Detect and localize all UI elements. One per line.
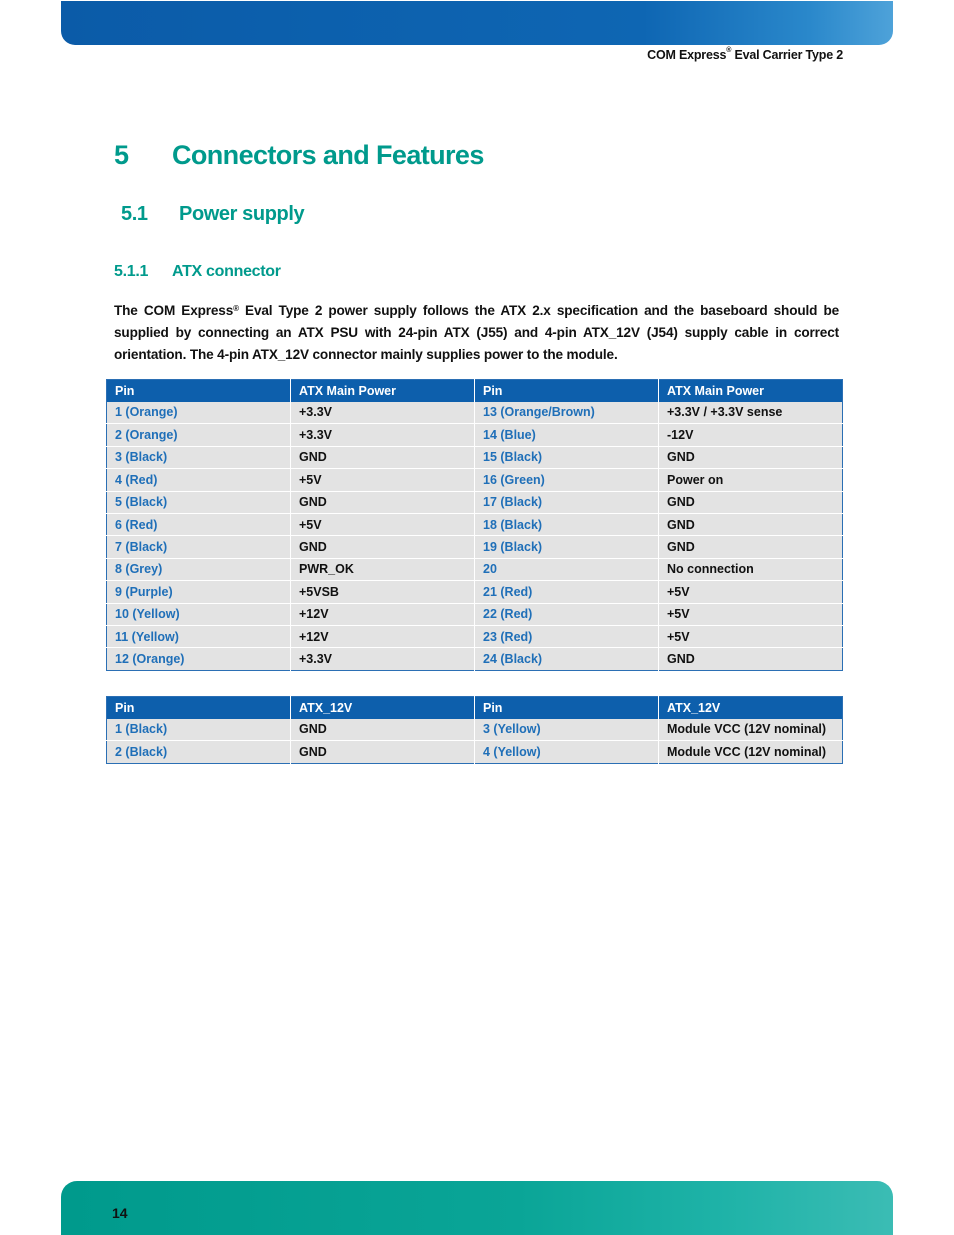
signal-cell: +3.3V [291,402,475,424]
signal-cell: No connection [659,558,843,580]
paragraph-part2: Eval Type 2 power supply follows the ATX 2.x specification and the baseboard should be supplied by connecting an ATX PSU with 24-pin ATX (J55) and 4-pin ATX_12V (J54) supply cable in correct orientation. The 4-pin ATX_12V connector mainly supplies power to the module. [114,303,840,362]
signal-cell: GND [291,491,475,513]
signal-cell: +3.3V / +3.3V sense [659,402,843,424]
pin-cell: 3 (Yellow) [475,719,659,741]
column-header: ATX Main Power [291,380,475,402]
pin-cell: 2 (Orange) [107,424,291,446]
pin-cell: 20 [475,558,659,580]
column-header: ATX_12V [659,697,843,719]
pin-cell: 1 (Orange) [107,402,291,424]
paragraph-part1: The COM Express [114,303,234,318]
table-row [107,469,843,491]
section-number: 5.1 [121,203,148,225]
signal-cell: +5V [291,513,475,535]
signal-cell: +5V [659,581,843,603]
top-banner [61,1,893,45]
table-row [107,625,843,647]
paragraph-registered-mark: ® [233,304,239,313]
table-row [107,741,843,763]
column-header: Pin [107,380,291,402]
signal-cell: GND [291,719,475,741]
signal-cell: GND [291,446,475,468]
table-row [107,446,843,468]
table-row [107,558,843,580]
pin-cell: 19 (Black) [475,536,659,558]
signal-cell: GND [659,513,843,535]
signal-cell: +5V [659,625,843,647]
pin-cell: 11 (Yellow) [107,625,291,647]
subsection-number: 5.1.1 [114,263,149,280]
pin-cell: 8 (Grey) [107,558,291,580]
subsection-heading [114,263,281,281]
atx-12v-table [106,696,843,764]
signal-cell: +3.3V [291,424,475,446]
signal-cell: +5V [291,469,475,491]
table-row [107,513,843,535]
section-title: Power supply [179,203,305,225]
header-registered-mark: ® [726,47,732,54]
table-row [107,719,843,741]
pin-cell: 3 (Black) [107,446,291,468]
table-row [107,536,843,558]
subsection-title: ATX connector [172,263,281,280]
signal-cell: GND [659,536,843,558]
signal-cell: +5VSB [291,581,475,603]
table-row [107,402,843,424]
signal-cell: GND [291,536,475,558]
column-header: Pin [107,697,291,719]
table-header-row [107,697,843,719]
signal-cell: GND [291,741,475,763]
pin-cell: 5 (Black) [107,491,291,513]
pin-cell: 23 (Red) [475,625,659,647]
column-header: Pin [475,697,659,719]
signal-cell: +3.3V [291,648,475,670]
signal-cell: GND [659,446,843,468]
signal-cell: GND [659,491,843,513]
pin-cell: 10 (Yellow) [107,603,291,625]
pin-cell: 2 (Black) [107,741,291,763]
table-row [107,581,843,603]
document-header-title [647,48,843,62]
signal-cell: +5V [659,603,843,625]
signal-cell: GND [659,648,843,670]
chapter-heading [114,140,484,171]
table-row [107,491,843,513]
table-row [107,648,843,670]
atx-main-power-table [106,379,843,671]
header-title-suffix: Eval Carrier Type 2 [731,48,843,62]
signal-cell: -12V [659,424,843,446]
signal-cell: PWR_OK [291,558,475,580]
section-heading [121,203,304,226]
table-row [107,424,843,446]
pin-cell: 16 (Green) [475,469,659,491]
table-row [107,603,843,625]
pin-cell: 7 (Black) [107,536,291,558]
pin-cell: 24 (Black) [475,648,659,670]
signal-cell: +12V [291,625,475,647]
footer-banner [61,1181,893,1235]
pin-cell: 12 (Orange) [107,648,291,670]
pin-cell: 4 (Red) [107,469,291,491]
page-number: 14 [112,1205,128,1221]
pin-cell: 17 (Black) [475,491,659,513]
signal-cell: +12V [291,603,475,625]
signal-cell: Power on [659,469,843,491]
column-header: Pin [475,380,659,402]
body-paragraph [114,300,839,366]
pin-cell: 22 (Red) [475,603,659,625]
header-title-prefix: COM Express [647,48,727,62]
column-header: ATX_12V [291,697,475,719]
pin-cell: 9 (Purple) [107,581,291,603]
pin-cell: 13 (Orange/Brown) [475,402,659,424]
table-header-row [107,380,843,402]
atx-12v-table-body [107,719,843,764]
column-header: ATX Main Power [659,380,843,402]
pin-cell: 15 (Black) [475,446,659,468]
chapter-number: 5 [114,140,129,170]
pin-cell: 18 (Black) [475,513,659,535]
signal-cell: Module VCC (12V nominal) [659,741,843,763]
signal-cell: Module VCC (12V nominal) [659,719,843,741]
pin-cell: 1 (Black) [107,719,291,741]
pin-cell: 14 (Blue) [475,424,659,446]
pin-cell: 6 (Red) [107,513,291,535]
chapter-title: Connectors and Features [172,140,484,170]
pin-cell: 21 (Red) [475,581,659,603]
pin-cell: 4 (Yellow) [475,741,659,763]
atx-main-table-body [107,402,843,671]
